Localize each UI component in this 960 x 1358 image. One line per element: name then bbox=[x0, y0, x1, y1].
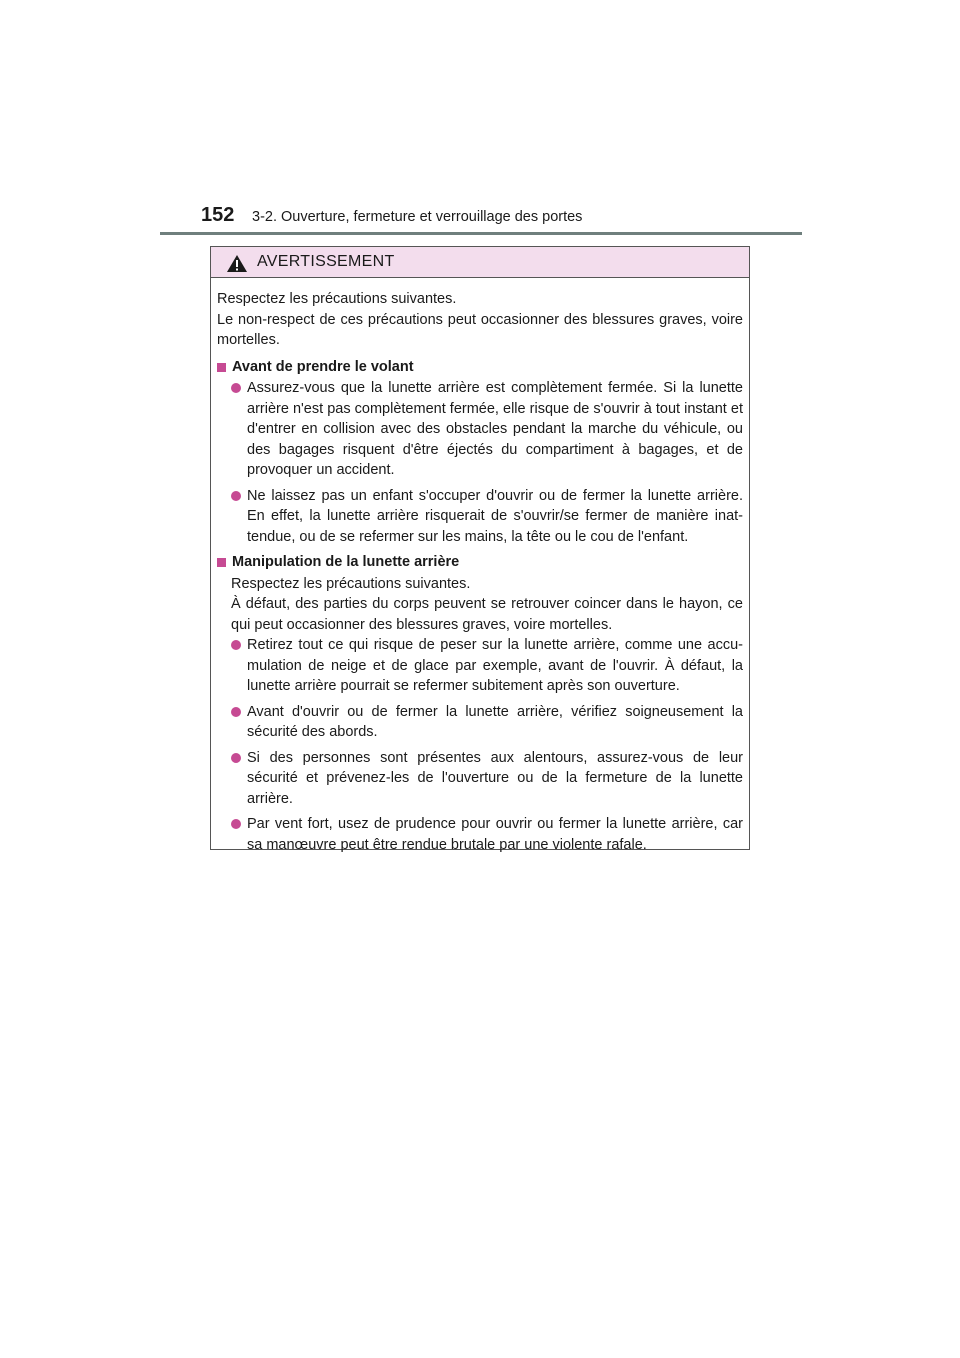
circle-bullet-icon bbox=[231, 491, 241, 501]
section-heading-text: Manipulation de la lunette arrière bbox=[232, 554, 460, 570]
section-heading bbox=[217, 357, 743, 378]
list-item-text: Retirez tout ce qui risque de peser sur la lunette arrière, comme une accu-mulation de neige et de glace par exemple, avant de l'ouvrir. À défaut, la lunette arrière pourrait se refermer subitement après son ouverture. bbox=[247, 637, 743, 694]
list-item bbox=[217, 814, 743, 855]
section-title: 3-2. Ouverture, fermeture et verrouillage des portes bbox=[252, 209, 583, 225]
section-intro-line: Respectez les précautions suivantes. bbox=[231, 575, 471, 592]
warning-header bbox=[211, 247, 749, 278]
list-item bbox=[217, 635, 743, 697]
intro-line: Respectez les précautions suivantes. bbox=[217, 291, 457, 307]
circle-bullet-icon bbox=[231, 707, 241, 717]
section-heading-text: Avant de prendre le volant bbox=[232, 358, 414, 375]
list-item bbox=[217, 702, 743, 743]
list-item bbox=[217, 378, 743, 481]
warning-triangle-icon bbox=[226, 254, 248, 273]
list-item-text: Si des personnes sont présentes aux alentours, assurez-vous de leur sécurité et prévenez-les de l'ouverture ou de la fermeture de la lunette arrière. bbox=[247, 749, 743, 807]
list-item-text: Par vent fort, usez de prudence pour ouvrir ou fermer la lunette arrière, car sa manœuvre peut être rendue brutale par une violente rafale. bbox=[247, 816, 743, 853]
circle-bullet-icon bbox=[231, 819, 241, 829]
list-item-text: Ne laissez pas un enfant s'occuper d'ouvrir ou de fermer la lunette arrière. En effet, la lunette arrière risquerait de s'ouvrir/se fermer de manière inat-tendue, ou de se refermer sur les mains, la tête ou le cou de l'enfant. bbox=[247, 487, 743, 545]
section-heading bbox=[217, 552, 743, 573]
circle-bullet-icon bbox=[231, 753, 241, 763]
circle-bullet-icon bbox=[231, 383, 241, 393]
section-before-driving bbox=[217, 357, 743, 548]
intro-line: Le non-respect de ces précautions peut occasionner des blessures graves, voire mortelles. bbox=[217, 311, 743, 348]
list-item bbox=[217, 748, 743, 810]
list-item bbox=[217, 486, 743, 548]
section-tailgate-handling bbox=[217, 552, 743, 855]
page-header bbox=[160, 203, 802, 234]
list-item-text: Assurez-vous que la lunette arrière est complètement fermée. Si la lunette arrière n'est pas complètement fermée, elle risque de s'ouvrir à tout instant et d'entrer en collision avec des obstacles pendant la marche du véhicule, ou des bagages risquent d'être éjectés du compartiment à bagages, et de provoquer un accident. bbox=[247, 380, 743, 478]
square-bullet-icon bbox=[217, 363, 226, 372]
page-number: 152 bbox=[201, 204, 235, 226]
warning-box bbox=[210, 246, 750, 853]
circle-bullet-icon bbox=[231, 640, 241, 650]
header-rule bbox=[160, 232, 802, 235]
warning-title: AVERTISSEMENT bbox=[257, 253, 395, 270]
square-bullet-icon bbox=[217, 558, 226, 567]
list-item-text: Avant d'ouvrir ou de fermer la lunette arrière, vérifiez soigneusement la sécurité des abords. bbox=[247, 703, 743, 740]
section-intro-line: À défaut, des parties du corps peuvent se retrouver coincer dans le hayon, ce qui peut occasionner des blessures graves, voire mortelles. bbox=[231, 596, 743, 633]
warning-content bbox=[211, 278, 749, 855]
